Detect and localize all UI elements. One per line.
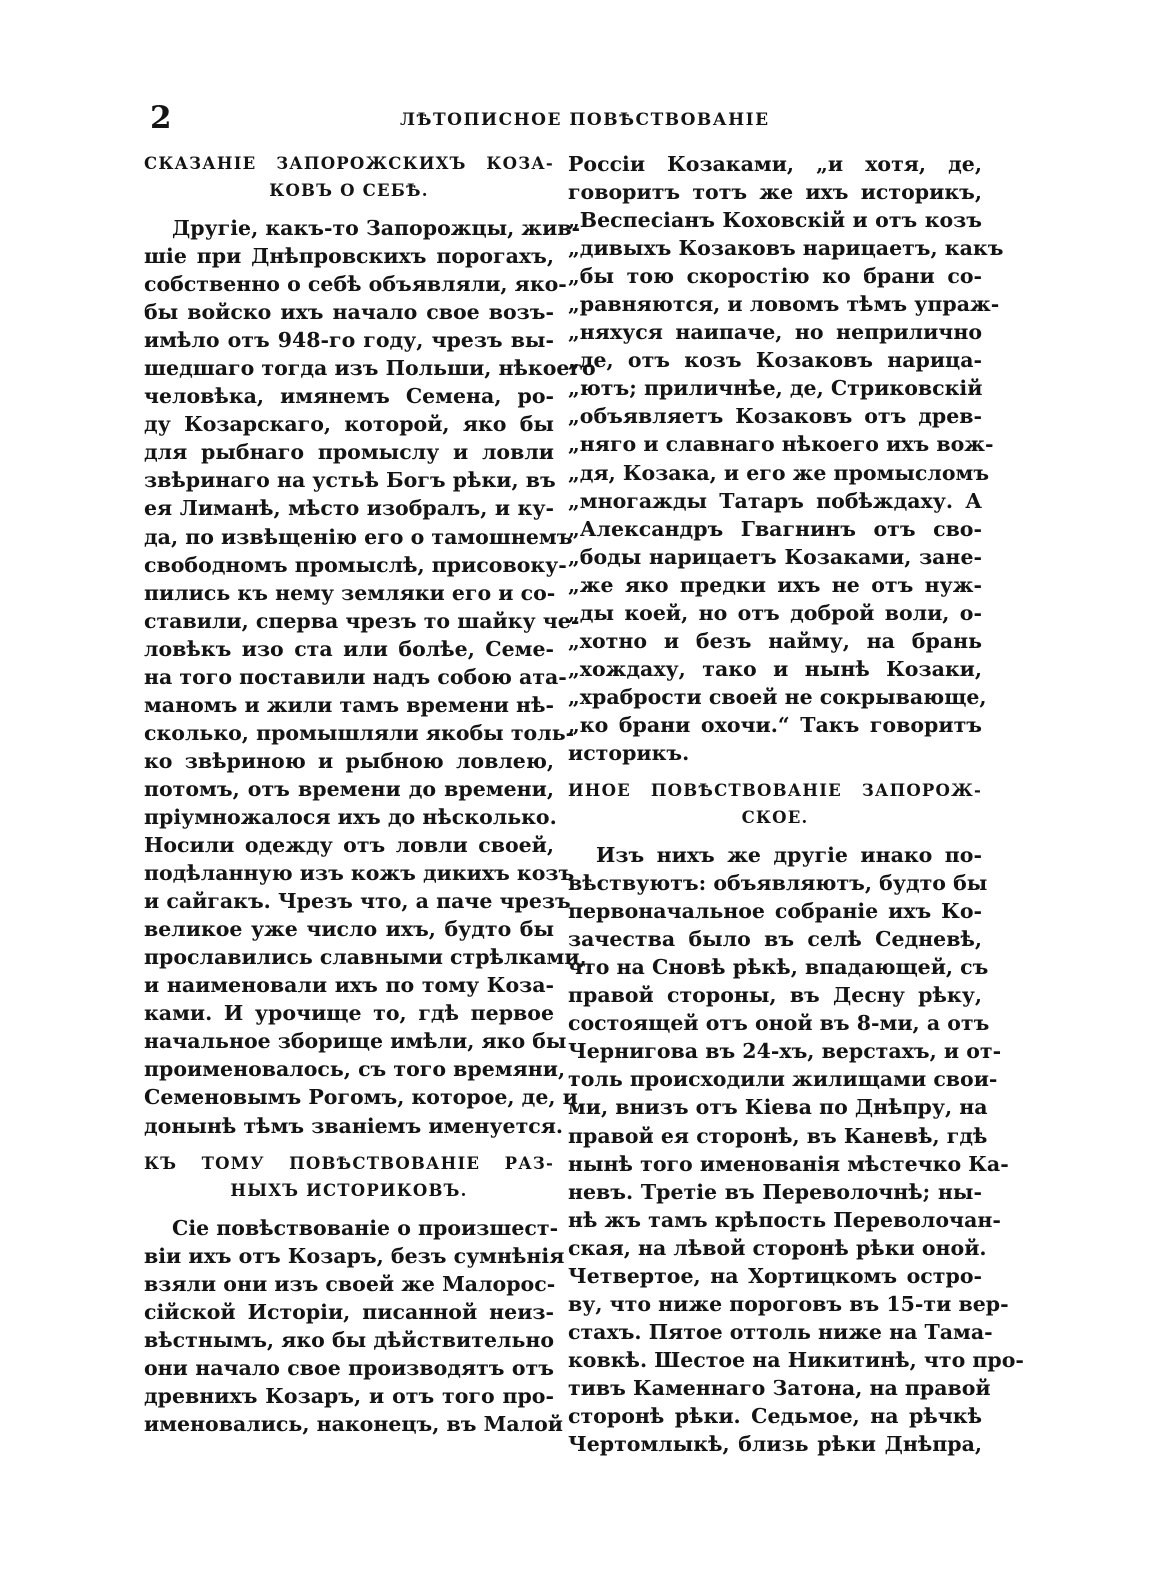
text-line: Сіе повѣствованіе о произшест- xyxy=(172,1215,559,1240)
text-line: „Александръ Гвагнинъ отъ сво- xyxy=(568,516,982,541)
text-line: проименовалось, съ того времяни, xyxy=(144,1057,566,1082)
text-line: ловѣкъ изо ста или болѣе, Семе- xyxy=(144,636,554,661)
text-line: невъ. Третіе въ Переволочнѣ; ны- xyxy=(568,1179,982,1204)
text-line: ми, внизъ отъ Кіева по Днѣпру, на xyxy=(568,1095,988,1120)
section-heading: СКОЕ. xyxy=(741,808,809,828)
text-line: сколько, промышляли якобы толь- xyxy=(144,720,575,745)
text-line: для рыбнаго промыслу и ловли xyxy=(144,440,554,465)
text-line: сторонѣ рѣки. Седьмое, на рѣчкѣ xyxy=(568,1403,982,1428)
section-heading: СКАЗАНІЕ ЗАПОРОЖСКИХЪ КОЗА- xyxy=(144,154,554,173)
text-line: „Веспесіанъ Коховскій и отъ козъ xyxy=(568,208,982,233)
section-heading: КЪ ТОМУ ПОВѢСТВОВАНІЕ РАЗ- xyxy=(144,1153,554,1173)
text-line: Россіи Козаками, „и хотя, де, xyxy=(568,152,982,176)
text-line: собственно о себѣ объявляли, яко- xyxy=(144,272,567,297)
text-line: віи ихъ отъ Козаръ, безъ сумнѣнія xyxy=(144,1243,565,1268)
text-line: нынѣ того именованія мѣстечко Ка- xyxy=(568,1151,1009,1176)
text-line: начальное зборище имѣли, яко бы xyxy=(144,1029,567,1054)
text-line: правой стороны, въ Десну рѣку, xyxy=(568,983,982,1008)
left-column xyxy=(144,150,596,1438)
text-line: вѣствуютъ: объявляютъ, будто бы xyxy=(568,871,988,896)
text-line: ками. И урочище то, гдѣ первое xyxy=(144,1001,554,1026)
text-line: подѣланную изъ кожъ дикихъ козъ xyxy=(144,861,575,886)
section-heading: НЫХЪ ИСТОРИКОВЪ. xyxy=(230,1180,468,1200)
text-line: Чернигова въ 24-хъ, верстахъ, и от- xyxy=(568,1039,1002,1064)
text-line: на того поставили надъ собою ата- xyxy=(144,664,567,689)
text-line: „ко брани охочи.“ Такъ говоритъ xyxy=(568,712,982,737)
page-number: 2 xyxy=(150,100,172,136)
section-heading: КОВЪ О СЕБѢ. xyxy=(269,181,429,200)
text-line: „ды коей, но отъ доброй воли, о- xyxy=(568,600,982,625)
text-line: „хотно и безъ найму, на брань xyxy=(568,628,982,653)
text-line: что на Сновѣ рѣкѣ, впадающей, съ xyxy=(568,955,989,980)
text-line: сійской Исторіи, писанной неиз- xyxy=(144,1299,554,1324)
text-line: ская, на лѣвой сторонѣ рѣки оной. xyxy=(568,1235,987,1260)
text-line: Четвертое, на Хортицкомъ остро- xyxy=(568,1263,982,1288)
text-line: ко звѣриною и рыбною ловлею, xyxy=(144,748,554,773)
text-line: „боды нарицаетъ Козаками, зане- xyxy=(568,544,982,569)
text-line: прославились славными стрѣлками, xyxy=(144,945,587,970)
text-line: состоящей отъ оной въ 8-ми, а отъ xyxy=(568,1011,990,1036)
text-line: Другіе, какъ-то Запорожцы, жив- xyxy=(172,216,581,240)
text-line: человѣка, имянемъ Семена, ро- xyxy=(144,384,554,409)
text-line: да, по извѣщенію его о тамошнемъ xyxy=(144,524,573,549)
running-head: ЛѢТОПИСНОЕ ПОВѢСТВОВАНІЕ xyxy=(400,110,770,130)
text-line: Изъ нихъ же другіе инако по- xyxy=(596,843,982,868)
text-line: „няхуся наипаче, но неприлично xyxy=(568,320,982,345)
text-line: Семеновымъ Рогомъ, которое, де, и xyxy=(144,1085,578,1110)
text-line: ву, что ниже пороговъ въ 15-ти вер- xyxy=(568,1291,1009,1316)
text-line: говоритъ тотъ же ихъ историкъ, xyxy=(568,180,982,205)
text-line: зачества было въ селѣ Седневѣ, xyxy=(568,927,982,952)
text-line: „де, отъ козъ Козаковъ нарица- xyxy=(568,348,982,373)
text-line: именовались, наконецъ, въ Малой xyxy=(144,1411,563,1436)
text-line: стахъ. Пятое оттоль ниже на Тама- xyxy=(568,1319,993,1344)
text-line: шіе при Днѣпровскихъ порогахъ, xyxy=(144,244,554,269)
text-line: имѣло отъ 948-го году, чрезъ вы- xyxy=(144,328,554,353)
text-line: „многажды Татаръ побѣждаху. А xyxy=(568,488,982,513)
text-line: „дя, Козака, и его же промысломъ xyxy=(568,460,990,485)
text-line: пріумножалося ихъ до нѣсколько. xyxy=(144,804,557,829)
text-line: ставили, сперва чрезъ то шайку че- xyxy=(144,608,580,633)
text-line: шедшаго тогда изъ Польши, нѣкоего xyxy=(144,356,596,381)
text-line: „няго и славнаго нѣкоего ихъ вож- xyxy=(568,432,994,457)
text-line: „храбрости своей не сокрывающе, xyxy=(568,684,987,709)
text-line: „бы тою скоростію ко брани со- xyxy=(568,264,982,289)
text-line: „хождаху, тако и нынѣ Козаки, xyxy=(568,656,982,681)
text-line: маномъ и жили тамъ времени нѣ- xyxy=(144,692,554,717)
text-line: тивъ Каменнаго Затона, на правой xyxy=(568,1375,991,1400)
section-heading: ИНОЕ ПОВѢСТВОВАНІЕ ЗАПОРОЖ- xyxy=(568,781,982,801)
text-line: потомъ, отъ времени до времени, xyxy=(144,776,554,801)
text-line: и сайгакъ. Чрезъ что, а паче чрезъ xyxy=(144,889,571,914)
text-line: бы войско ихъ начало свое возъ- xyxy=(144,300,554,325)
text-line: великое уже число ихъ, будто бы xyxy=(144,917,554,942)
text-line: правой ея сторонѣ, въ Каневѣ, гдѣ xyxy=(568,1123,988,1148)
text-line: „дивыхъ Козаковъ нарицаетъ, какъ xyxy=(568,236,1004,261)
text-line: „равняются, и ловомъ тѣмъ упраж- xyxy=(568,292,1000,317)
text-line: первоначальное собраніе ихъ Ко- xyxy=(568,899,982,924)
text-line: свободномъ промыслѣ, присовоку- xyxy=(144,552,567,577)
text-line: вѣстнымъ, яко бы дѣйствительно xyxy=(144,1327,555,1352)
text-line: нѣ жъ тамъ крѣпость Переволочан- xyxy=(568,1207,1001,1232)
text-line: ея Лиманѣ, мѣсто изобралъ, и ку- xyxy=(144,496,554,521)
text-line: толь происходили жилищами свои- xyxy=(568,1067,998,1092)
text-line: звѣринаго на устьѣ Богъ рѣки, въ xyxy=(144,468,556,493)
text-line: „объявляетъ Козаковъ отъ древ- xyxy=(568,404,982,429)
text-line: Чертомлыкѣ, близь рѣки Днѣпра, xyxy=(568,1432,982,1457)
text-line: ду Козарскаго, которой, яко бы xyxy=(144,412,554,437)
text-line: взяли они изъ своей же Малорос- xyxy=(144,1271,556,1296)
right-column xyxy=(568,150,1024,1458)
text-line: древнихъ Козаръ, и отъ того про- xyxy=(144,1383,554,1408)
text-line: историкъ. xyxy=(568,740,690,765)
text-line: Носили одежду отъ ловли своей, xyxy=(144,833,554,858)
text-line: и наименовали ихъ по тому Коза- xyxy=(144,973,554,998)
text-line: они начало свое производятъ отъ xyxy=(144,1355,554,1380)
text-line: ковкѣ. Шестое на Никитинѣ, что про- xyxy=(568,1347,1024,1372)
text-line: „же яко предки ихъ не отъ нуж- xyxy=(568,572,982,597)
text-line: „ютъ; приличнѣе, де, Стриковскій xyxy=(568,376,983,401)
text-line: донынѣ тѣмъ званіемъ именуется. xyxy=(144,1113,564,1138)
text-line: пились къ нему земляки его и со- xyxy=(144,580,556,605)
